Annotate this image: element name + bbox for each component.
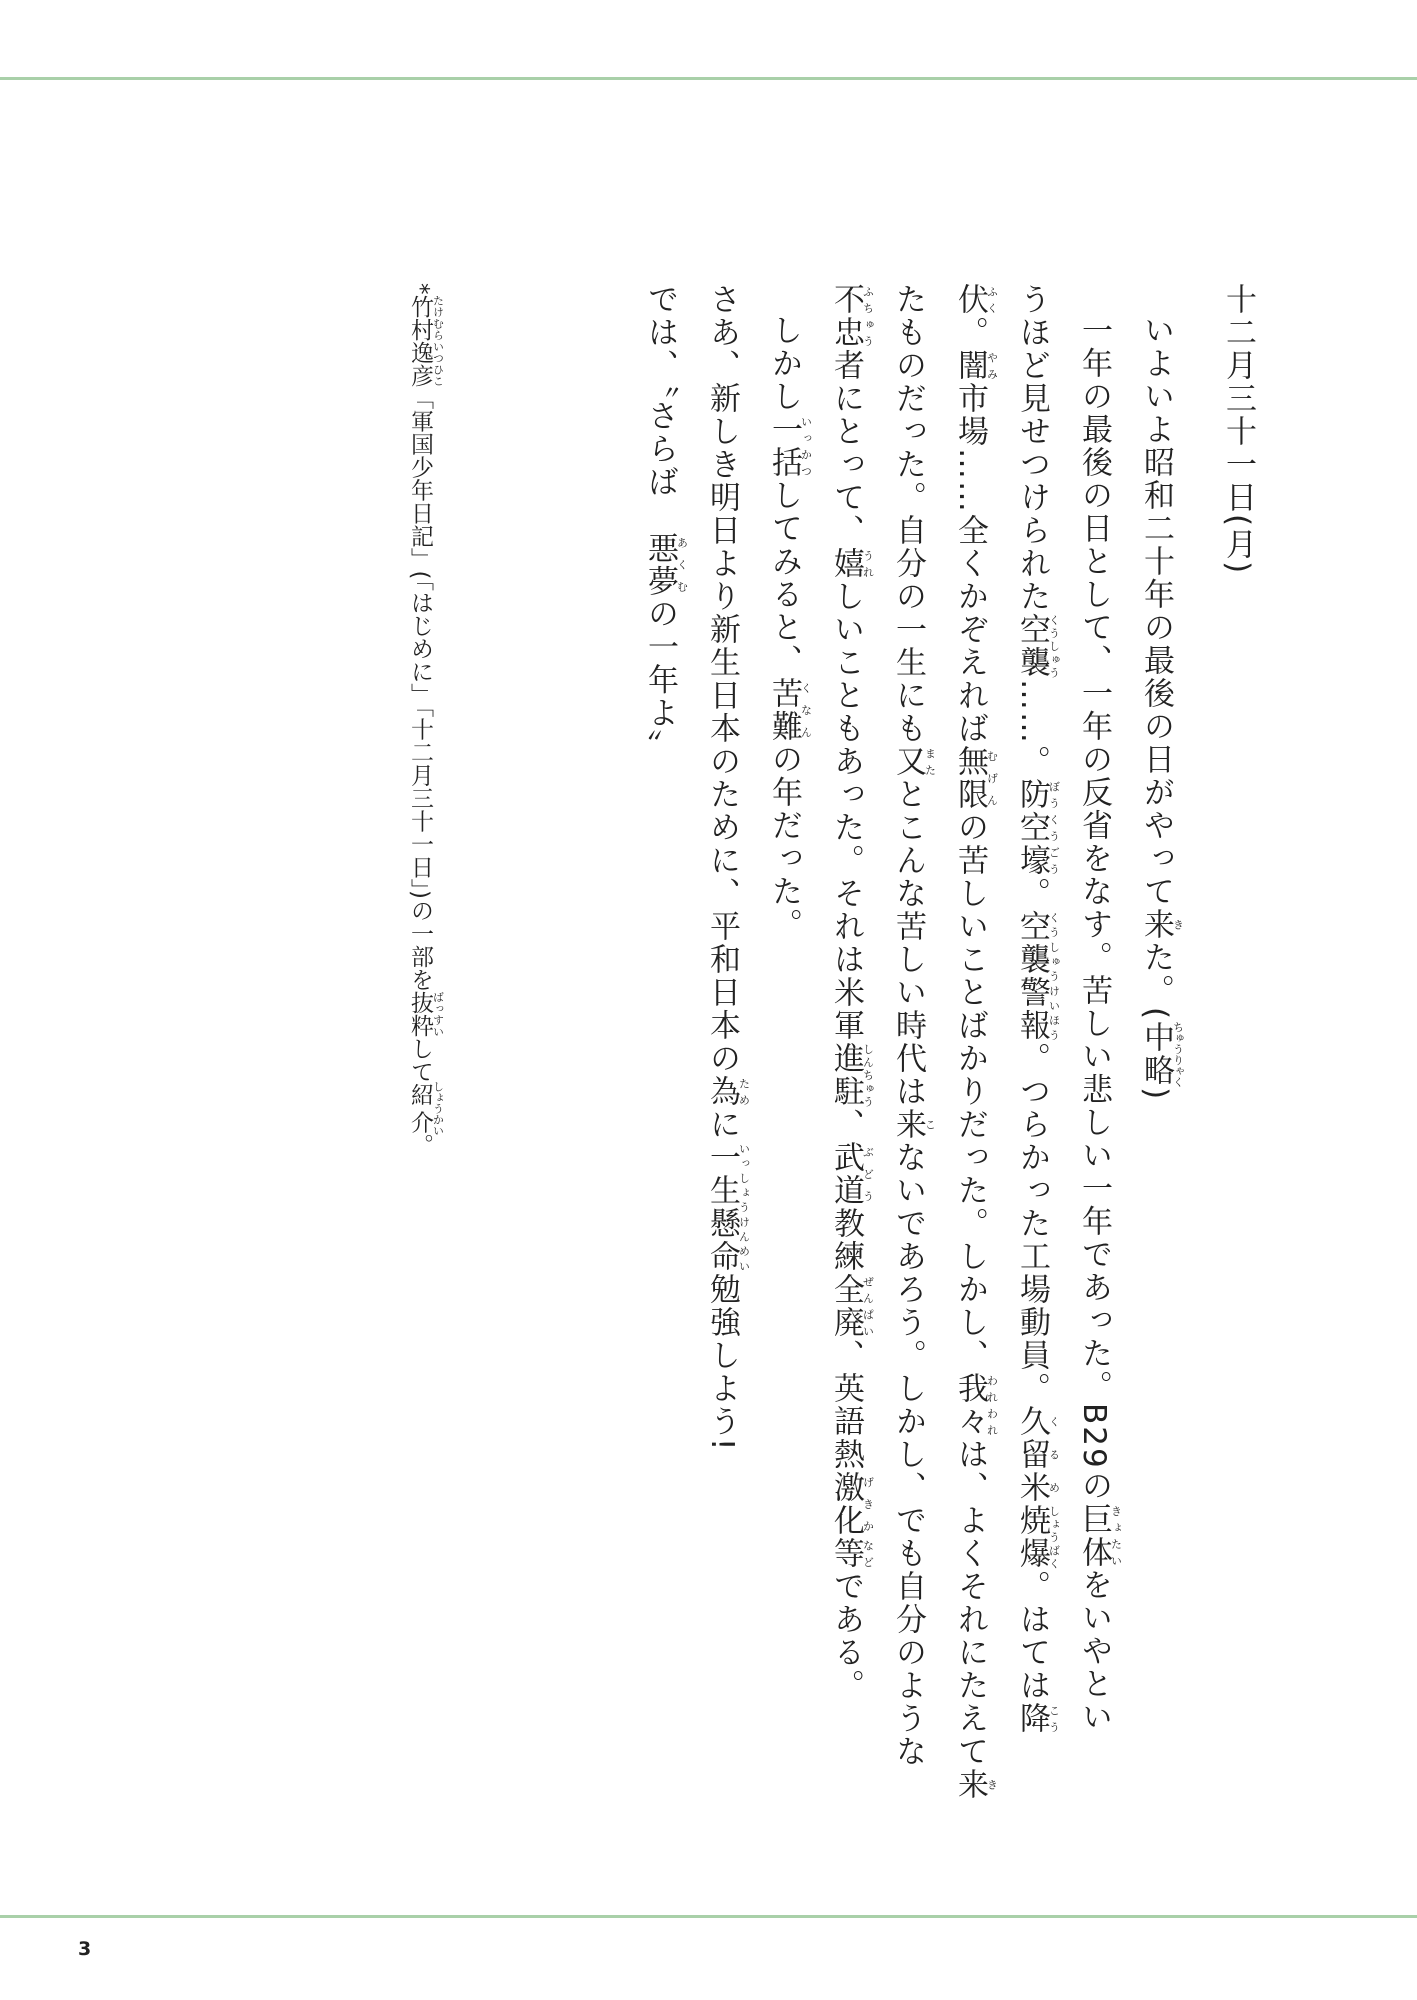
diary-paragraph: では、〝さらば 悪夢あくむの一年よ〟 xyxy=(642,283,689,763)
footer-rule xyxy=(0,1915,1417,1918)
date-heading: 十二月三十一日(月) xyxy=(1220,283,1256,576)
diary-paragraph: 不忠ふちゅう者にとって、嬉うれしいこともあった。それは米軍進駐しんちゅう、武道ぶどう教練全廃ぜんぱい、英語熱激化げきか等などである。 xyxy=(828,283,875,1702)
diary-paragraph: 一年の最後の日として、一年の反省をなす。苦しい悲しい一年であった。B29の巨体きょたいをいやとい xyxy=(1076,314,1123,1734)
diary-paragraph: たものだった。自分の一生にも又またとこんな苦しい時代は来こないであろう。しかし、でも自分のような xyxy=(890,283,937,1768)
diary-paragraph: うほど見せつけられた空襲くうしゅう……。防空壕ぼうくうごう。空襲警報くうしゅうけいほう。つらかった工場動員。久留米くるめ焼爆しょうばく。はては降こう xyxy=(1014,283,1061,1735)
diary-text-block xyxy=(629,283,1269,1801)
diary-paragraph: しかし一括いっかつしてみると、苦難くなんの年だった。 xyxy=(766,314,813,941)
page-number: 3 xyxy=(78,1938,92,1960)
diary-paragraph: いよいよ昭和二十年の最後の日がやって来きた。(中略ちゅうりゃく) xyxy=(1138,314,1185,1102)
header-rule xyxy=(0,77,1417,80)
diary-paragraph: 伏ふく。闇やみ市場……全くかぞえれば無限むげんの苦しいことばかりだった。しかし、我々われわれは、よくそれにたえて来き xyxy=(952,283,999,1801)
source-footnote: *竹村逸彦たけむらいつひこ「軍国少年日記」(「はじめに」「十二月三十一日」)の一部を抜粋ばっすいして紹介しょうかい。 xyxy=(407,283,445,1157)
diary-paragraph: さあ、新しき明日より新生日本のために、平和日本の為ために一生懸命いっしょうけんめい勉強しよう! xyxy=(704,283,751,1453)
